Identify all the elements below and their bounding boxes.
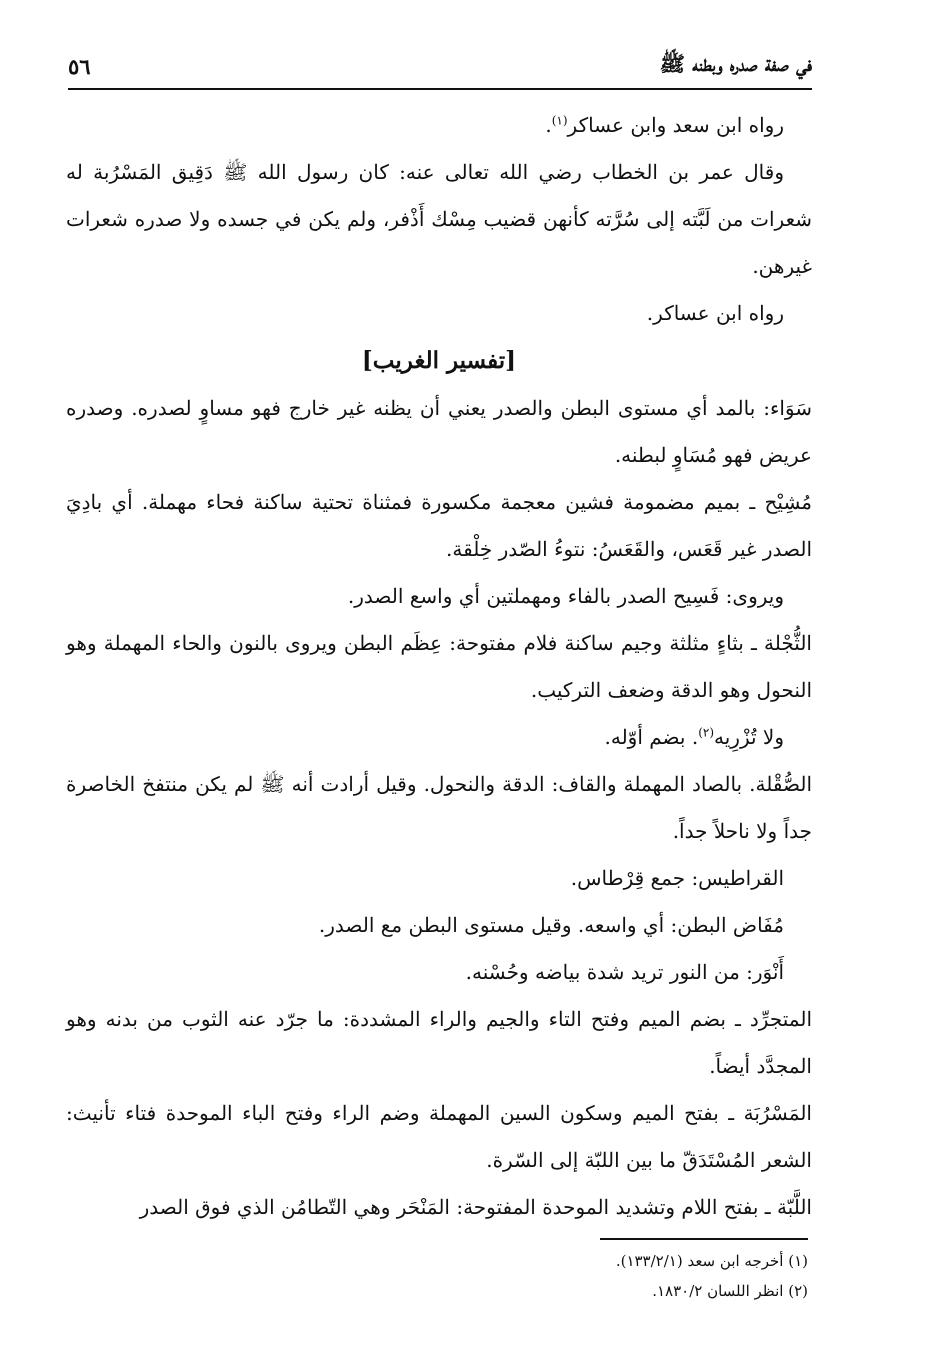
page-number: ٥٦ xyxy=(68,53,91,79)
gloss-entry: الثُّجْلة ـ بثاءٍ مثلثة وجيم ساكنة فلام مفتوحة: عِظَم البطن ويروى بالنون والحاء المهملة وهو النحول وهو الدقة وضعف التركيب. xyxy=(66,631,812,702)
section-title: [تفسير الغريب] xyxy=(361,347,517,374)
footnote: (٢) انظر اللسان ١٨٣٠/٢. xyxy=(652,1282,808,1300)
page-header xyxy=(68,44,812,90)
gloss-entry: ويروى: فَسِيح الصدر بالفاء ومهملتين أي واسع الصدر. xyxy=(347,584,784,608)
gloss-entry: مُفَاض البطن: أي واسعه. وقيل مستوى البطن مع الصدر. xyxy=(318,913,784,937)
footnote-ref[interactable]: (١) xyxy=(551,113,568,128)
paragraph: رواه ابن سعد وابن عساكر$^{(١)}$. xyxy=(545,113,784,137)
gloss-entry: اللَّبّة ـ بفتح اللام وتشديد الموحدة المفتوحة: المَنْحَر وهي التّطامُن الذي فوق الصدر xyxy=(139,1195,812,1219)
paragraph: رواه ابن عساكر. xyxy=(646,301,784,325)
gloss-entry: المتجرِّد ـ بضم الميم وفتح التاء والجيم والراء المشددة: ما جرّد عنه الثوب من بدنه وهو المجدَّد أيضاً. xyxy=(66,1007,813,1078)
footnotes xyxy=(66,1246,808,1306)
gloss-entry: سَوَاء: بالمد أي مستوى البطن والصدر يعني أن يظنه غير خارج فهو مساوٍ لصدره. وصدره عريض فهو مُسَاوٍ لبطنه. xyxy=(66,396,812,467)
footnote-divider xyxy=(600,1238,808,1240)
page-body xyxy=(66,102,812,1231)
gloss-entry: أَنْوَر: من النور تريد شدة بياضه وحُسْنه. xyxy=(465,960,784,984)
paragraph: وقال عمر بن الخطاب رضي الله تعالى عنه: كان رسول الله ﷺ دَقِيق المَسْرُبة له شعرات من لَبَّته إلى سُرَّته كأنهن قضيب مِسْك أَذْفر، ولم يكن في جسده ولا صدره شعرات غيرهن. xyxy=(66,160,813,278)
footnote-ref[interactable]: (٢) xyxy=(698,725,715,740)
footnote: (١) أخرجه ابن سعد (١٣٣/٢/١). xyxy=(615,1252,808,1270)
gloss-entry: المَسْرُبَة ـ بفتح الميم وسكون السين المهملة وضم الراء وفتح الباء الموحدة فتاء تأنيث: الشعر المُسْتَدَقّ ما بين اللبّة إلى السّرة. xyxy=(66,1101,812,1172)
gloss-entry: الصُّقْلة. بالصاد المهملة والقاف: الدقة والنحول. وقيل أرادت أنه ﷺ لم يكن منتفخ الخاصرة جداً ولا ناحلاً جداً. xyxy=(66,772,812,843)
running-title: في صفة صدره وبطنه ﷺ xyxy=(659,50,812,76)
gloss-entry: مُشِيْح ـ بميم مضمومة فشين معجمة مكسورة فمثناة تحتية ساكنة فحاء مهملة. أي بادِيَ الصدر غير قَعَس، والقَعَسُ: نتوءُ الصّدر خِلْقة. xyxy=(66,490,812,561)
gloss-entry: ولا تُزْرِيه$^{(٢)}$. بضم أوّله. xyxy=(604,725,784,749)
gloss-entry: القراطيس: جمع قِرْطاس. xyxy=(570,866,784,890)
